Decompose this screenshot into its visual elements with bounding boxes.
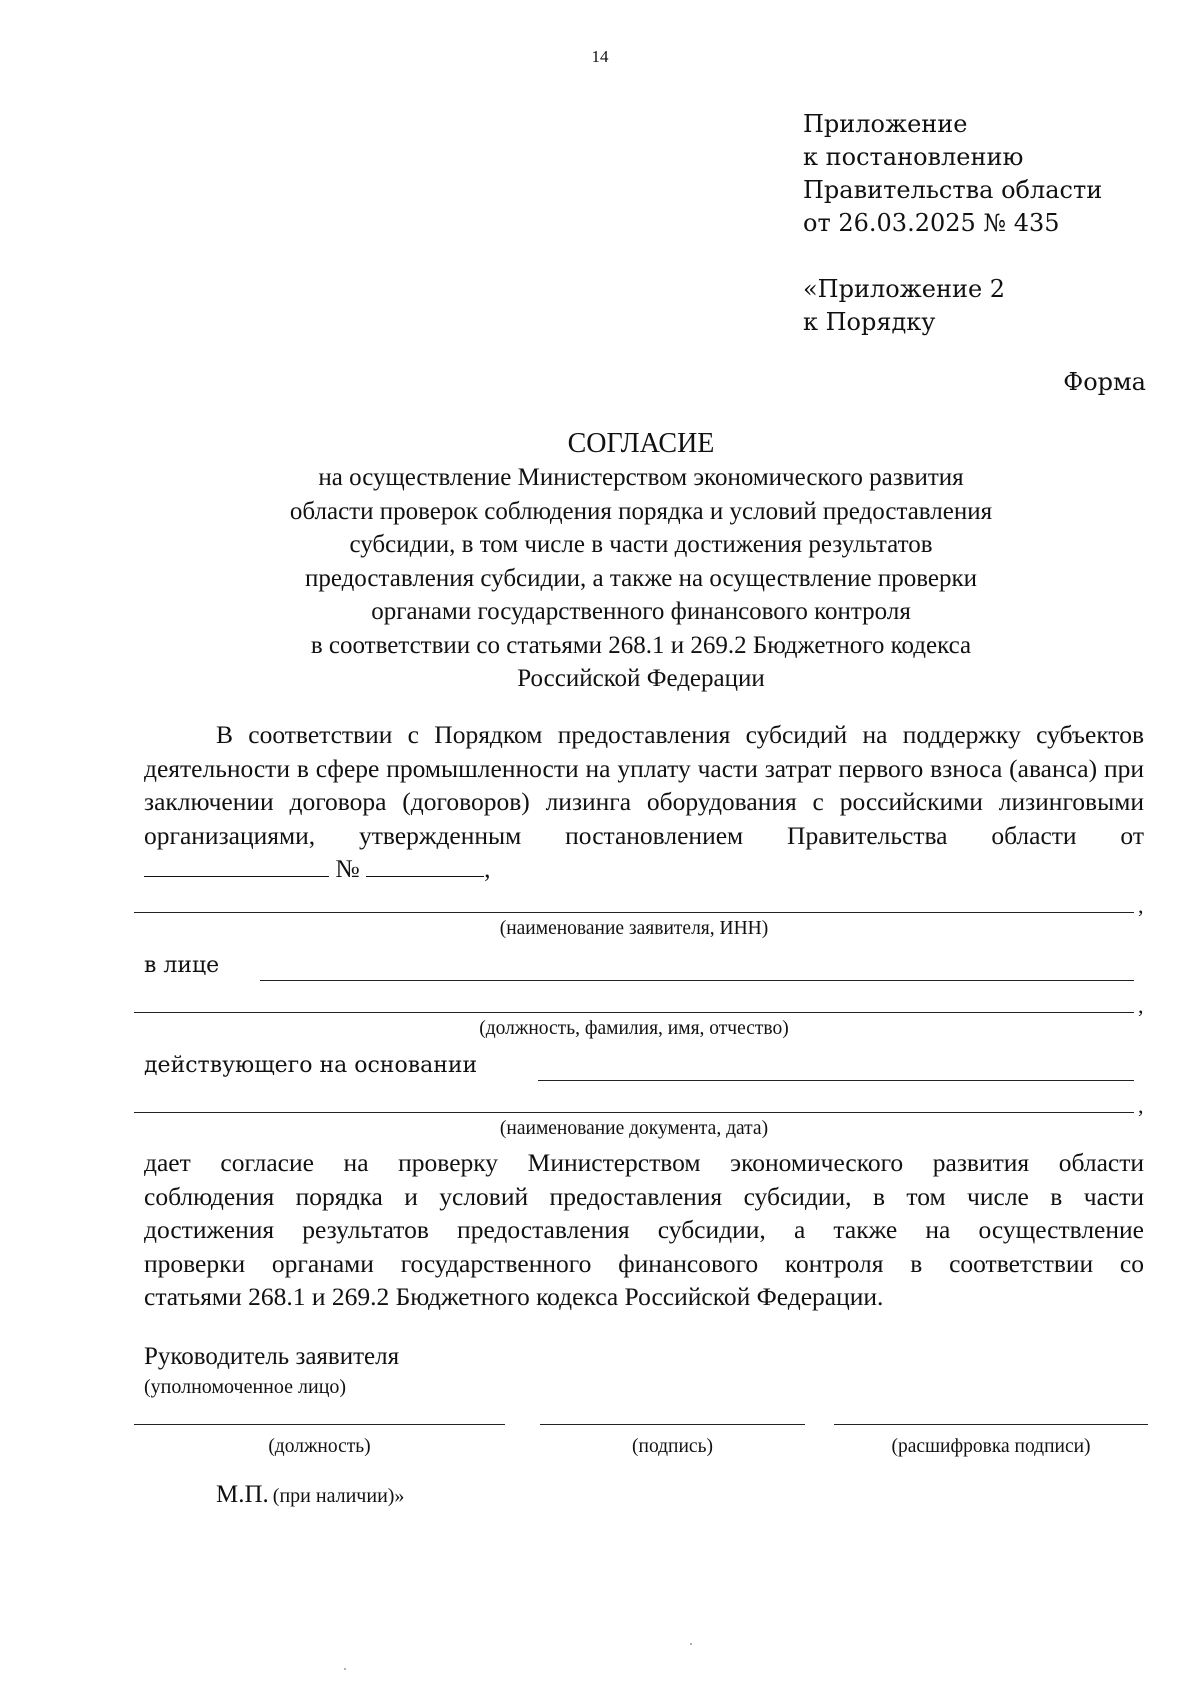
title-line: в соответствии со статьями 268.1 и 269.2 Бюджетного кодекса xyxy=(310,631,972,659)
resolution-number-field[interactable] xyxy=(366,858,484,877)
position-sig-caption: (должность) xyxy=(268,1436,371,1457)
consent-line: соблюдения порядка и условий предоставления субсидии, в том числе в части xyxy=(144,1181,1144,1211)
scan-speck xyxy=(344,1668,346,1670)
appendix-header xyxy=(803,108,1102,339)
title-line: Российской Федерации xyxy=(517,665,765,692)
authorized-label: (уполномоченное лицо) xyxy=(144,1376,347,1398)
title-main: СОГЛАСИЕ xyxy=(567,428,715,459)
title-line: органами государственного финансового контроля xyxy=(371,598,911,625)
applicant-field[interactable] xyxy=(134,912,1134,913)
appendix-line: от 26.03.2025 № 435 xyxy=(803,209,1060,237)
field-comma: , xyxy=(1138,993,1144,1018)
appendix-line: Правительства области xyxy=(803,176,1103,204)
document-field[interactable] xyxy=(134,1112,1134,1113)
stamp-note: (при наличии)» xyxy=(272,1485,405,1507)
field-comma: , xyxy=(1138,1093,1144,1118)
signer-block xyxy=(144,1341,399,1401)
form-label: Форма xyxy=(1063,368,1146,396)
appendix-line: Приложение xyxy=(803,110,968,138)
title-line: области проверок соблюдения порядка и условий предоставления xyxy=(289,497,993,525)
consent-line: дает согласие на проверку Министерством экономического развития области xyxy=(144,1148,1144,1177)
field-comma: , xyxy=(1138,893,1144,918)
position-caption: (должность, фамилия, имя, отчество) xyxy=(479,1018,789,1039)
document-caption: (наименование документа, дата) xyxy=(499,1118,769,1139)
acting-on-basis-label: действующего на основании xyxy=(144,1053,478,1078)
resolution-date-field[interactable] xyxy=(144,858,329,877)
consent-paragraph xyxy=(144,1146,1144,1314)
represented-by-field[interactable] xyxy=(260,980,1134,981)
intro-text: В соответствии с Порядком предоставления субсидий на поддержку субъектов деятельности в сфере промышленности на уплату части затрат первого взноса (аванса) при заключении договора (договоров) лизинга оборудования с российскими лизинговыми организациями, утвержденным постановлением Правительства области от xyxy=(144,720,1144,850)
signature-name-field[interactable] xyxy=(834,1424,1148,1425)
signature-position-field[interactable] xyxy=(134,1424,505,1425)
title-line: предоставления субсидии, а также на осуществление проверки xyxy=(304,564,978,592)
head-label: Руководитель заявителя xyxy=(144,1343,400,1370)
title-line: на осуществление Министерством экономического развития xyxy=(318,464,964,491)
acting-on-basis-field[interactable] xyxy=(538,1080,1134,1081)
position-name-field[interactable] xyxy=(134,1012,1134,1013)
title-line: субсидии, в том числе в части достижения результатов xyxy=(349,531,933,558)
consent-line: статьями 268.1 и 269.2 Бюджетного кодекса Российской Федерации. xyxy=(144,1282,884,1311)
consent-line: достижения результатов предоставления субсидии, а также на осуществление xyxy=(144,1215,1144,1244)
consent-line: проверки органами государственного финансового контроля в соответствии со xyxy=(144,1248,1144,1278)
appendix-subline: «Приложение 2 xyxy=(803,275,1006,303)
appendix-line: к постановлению xyxy=(803,143,1024,171)
signature-caption: (подпись) xyxy=(632,1436,713,1457)
scan-speck xyxy=(690,1643,692,1645)
stamp-main: М.П. xyxy=(216,1481,269,1508)
applicant-caption: (наименование заявителя, ИНН) xyxy=(499,918,769,939)
signature-field[interactable] xyxy=(540,1424,805,1425)
number-sign: № xyxy=(335,854,360,883)
appendix-subline: к Порядку xyxy=(803,308,936,336)
stamp-label xyxy=(216,1481,404,1509)
page-number: 14 xyxy=(591,47,609,66)
intro-trailing-comma: , xyxy=(484,854,491,883)
represented-by-label: в лице xyxy=(144,953,220,978)
signature-decoding-caption: (расшифровка подписи) xyxy=(891,1436,1091,1457)
document-title xyxy=(0,427,1200,696)
intro-paragraph xyxy=(144,718,1144,886)
